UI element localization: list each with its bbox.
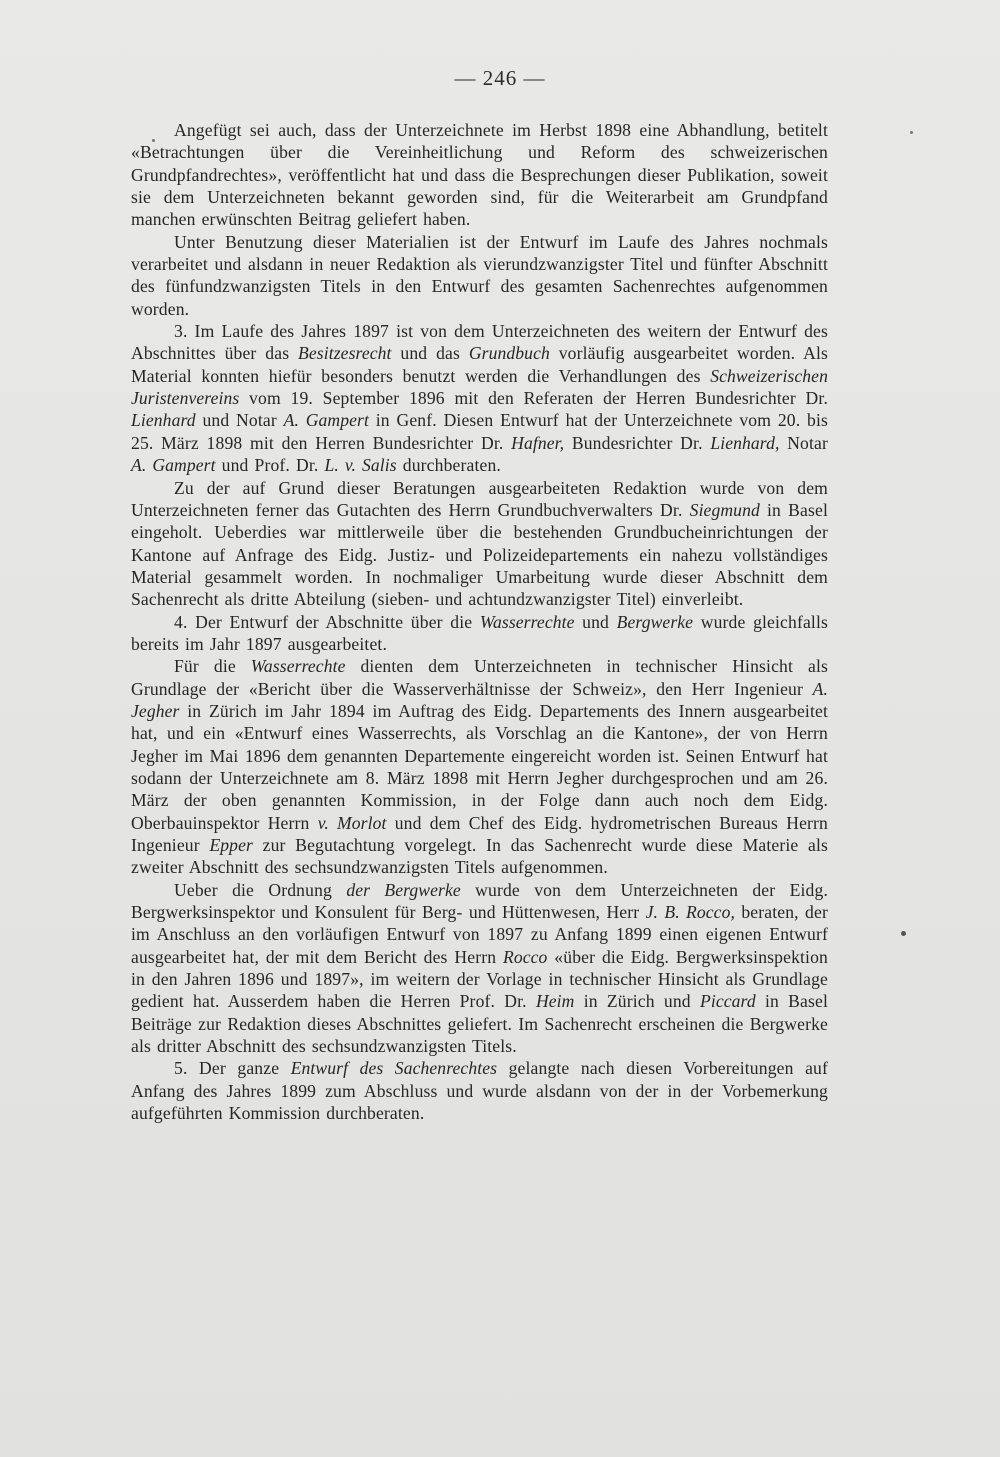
text-run: dienten dem Unterzeichneten in technischer Hinsicht als Grundlage der «Bericht über die Wasserverhältnisse der Schweiz», den Herr Ingenieur bbox=[131, 656, 828, 699]
text-run: Zu der auf Grund dieser Beratungen ausgearbeiteten Redaktion wurde von dem Unterzeichneten ferner das Gutachten des Herrn Grundbuchverwalters Dr. bbox=[131, 477, 828, 520]
speck-mark bbox=[910, 131, 913, 134]
text-run: wurde gleichfalls bereits im Jahr 1897 ausgearbeitet. bbox=[131, 611, 828, 654]
text-run: beraten, der im Anschluss an den vorläufigen Entwurf von 1897 zu Anfang 1899 einen eigenen Entwurf ausgearbeitet hat, der mit dem Bericht des Herrn bbox=[131, 902, 828, 967]
text-run: 3. Im Laufe des Jahres 1897 ist von dem Unterzeichneten des weitern der Entwurf des Abschnittes über das bbox=[131, 321, 828, 364]
italic-text: Entwurf des Sachenrechtes bbox=[290, 1058, 498, 1079]
italic-text: Schweizerischen Juristenvereins bbox=[131, 365, 828, 409]
text-run: Bundesrichter Dr. bbox=[564, 432, 711, 453]
paragraph bbox=[131, 320, 828, 476]
italic-text: Bergwerke bbox=[616, 611, 694, 632]
text-run: Ueber die Ordnung bbox=[174, 879, 347, 900]
italic-text: Piccard bbox=[699, 991, 756, 1012]
paragraph bbox=[131, 477, 828, 611]
body-text bbox=[131, 119, 828, 1124]
italic-text: A. Jegher bbox=[131, 678, 828, 721]
text-run: gelangte nach diesen Vorbereitungen auf Anfang des Jahres 1899 zum Abschluss und wurde alsdann von der in der Vorbemerkung aufgeführten Kommission durchberaten. bbox=[131, 1058, 828, 1124]
italic-text: Hafner, bbox=[511, 432, 565, 453]
italic-text: Grundbuch bbox=[468, 343, 550, 364]
text-run: und Notar bbox=[195, 410, 284, 431]
text-run: vom 19. September 1896 mit den Referaten der Herren Bundesrichter Dr. bbox=[239, 388, 828, 409]
italic-text: der Bergwerke bbox=[346, 879, 461, 900]
paragraph bbox=[131, 1057, 828, 1124]
italic-text: A. Gampert bbox=[131, 455, 216, 476]
paragraph bbox=[131, 879, 828, 1058]
italic-text: J. B. Rocco, bbox=[645, 902, 735, 923]
text-run: Unter Benutzung dieser Materialien ist der Entwurf im Laufe des Jahres nochmals verarbeitet und alsdann in neuer Redaktion als vierundzwanzigster Titel und fünfter Abschnitt des fünfundzwanzigsten Titels in den Entwurf des gesamten Sachenrechtes aufgenommen worden. bbox=[131, 231, 828, 319]
text-run: in Zürich und bbox=[574, 991, 700, 1012]
text-run: zur Begutachtung vorgelegt. In das Sachenrecht wurde diese Materie als zweiter Abschnitt des sechsundzwanzigsten Titels aufgenommen. bbox=[131, 835, 828, 878]
text-run: Notar bbox=[779, 432, 829, 453]
text-run: vorläufig ausgearbeitet worden. Als Material konnten hiefür besonders benutzt werden die Verhandlungen des bbox=[131, 343, 829, 386]
text-run: in Zürich im Jahr 1894 im Auftrag des Eidg. Departements des Innern ausgearbeitet hat, und ein «Entwurf eines Wasserrechts, als Vorschlag an die Kantone», der von Herrn Jegher im Mai 1896 dem genannten Departemente eingereicht worden ist. Seinen Entwurf hat sodann der Unterzeichnete am 8. März 1898 mit Herrn Jegher durchgesprochen und am 26. März der oben genannten Kommission, in der Folge dann auch noch dem Eidg. Oberbauinspektor Herrn bbox=[131, 700, 828, 833]
text-run: in Basel eingeholt. Ueberdies war mittlerweile über die bestehenden Grundbucheinrichtungen der Kantone auf Anfrage des Eidg. Justiz- und Polizeidepartements ein nahezu vollständiges Material gesammelt worden. In nochmaliger Umarbeitung wurde dieser Abschnitt dem Sachenrecht als dritte Abteilung (sieben- und achtundzwanzigster Titel) einverleibt. bbox=[131, 499, 829, 610]
text-run: und Prof. Dr. bbox=[215, 455, 325, 476]
text-run: Für die bbox=[174, 656, 251, 677]
paragraph bbox=[131, 655, 828, 878]
text-run: und dem Chef des Eidg. hydrometrischen Bureaus Herrn Ingenieur bbox=[131, 812, 829, 855]
italic-text: Epper bbox=[209, 835, 253, 855]
text-run: wurde von dem Unterzeichneten der Eidg. Bergwerksinspektor und Konsulent für Berg- und Hüttenwesen, Herr bbox=[131, 879, 829, 923]
paragraph bbox=[131, 231, 828, 320]
text-run: 5. Der ganze bbox=[174, 1058, 291, 1079]
italic-text: Besitzesrecht bbox=[298, 343, 392, 364]
italic-text: Wasserrechte bbox=[479, 611, 575, 632]
italic-text: Lienhard bbox=[131, 410, 196, 431]
text-run: und bbox=[574, 611, 617, 632]
text-run: Angefügt sei auch, dass der Unterzeichnete im Herbst 1898 eine Abhandlung, betitelt «Betrachtungen über die Vereinheitlichung und Reform des schweizerischen Grundpfandrechtes», veröffentlicht hat und dass die Besprechungen dieser Publikation, soweit sie dem Unterzeichneten bekannt geworden sind, für die Weiterarbeit am Grundpfand manchen erwünschten Beitrag geliefert haben. bbox=[131, 120, 828, 230]
text-run: 4. Der Entwurf der Abschnitte über die bbox=[174, 611, 480, 632]
paragraph bbox=[131, 119, 828, 231]
text-run: und das bbox=[391, 343, 469, 364]
paragraph bbox=[131, 611, 828, 656]
italic-text: Heim bbox=[535, 991, 575, 1012]
text-run: in Genf. Diesen Entwurf hat der Unterzeichnete vom 20. bis 25. März 1898 mit den Herren Bundesrichter Dr. bbox=[131, 410, 829, 453]
italic-text: Lienhard, bbox=[710, 432, 780, 453]
italic-text: Rocco bbox=[503, 946, 548, 967]
italic-text: v. Morlot bbox=[317, 812, 387, 833]
italic-text: A. Gampert bbox=[283, 410, 369, 431]
italic-text: L. v. Salis bbox=[324, 455, 397, 476]
italic-text: Siegmund bbox=[689, 499, 760, 520]
text-run: in Basel Beiträge zur Redaktion dieses Abschnittes geliefert. Im Sachenrecht erscheinen die Bergwerke als dritter Abschnitt des sechsundzwanzigsten Titels. bbox=[131, 991, 828, 1057]
text-run: «über die Eidg. Bergwerksinspektion in den Jahren 1896 und 1897», im weitern der Vorlage in technischer Hinsicht als Grundlage gedient hat. Ausserdem haben die Herren Prof. Dr. bbox=[131, 946, 828, 1012]
italic-text: Wasserrechte bbox=[250, 656, 346, 677]
speck-mark bbox=[901, 931, 906, 936]
speck-mark bbox=[152, 139, 155, 142]
page-number: — 246 — bbox=[454, 66, 546, 90]
text-run: durchberaten. bbox=[396, 455, 501, 476]
